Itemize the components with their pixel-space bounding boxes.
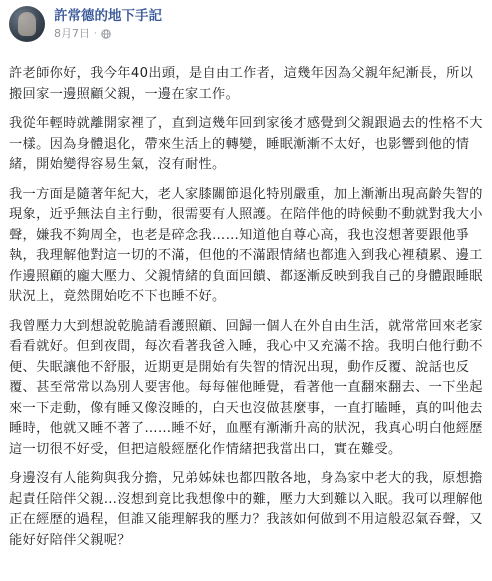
globe-icon[interactable] — [101, 29, 111, 39]
post-paragraph-1: 許老師你好，我今年40出頭，是自由工作者，這幾年因為父親年紀漸長，所以搬回家一邊照顧父親，一邊在家工作。 — [9, 66, 474, 102]
post-paragraph-3: 我一方面是隨著年紀大，老人家膝關節退化特別嚴重，加上漸漸出現高齡失智的現象，近乎無法自主行動，很需要有人照護。在陪伴他的時候動不動就對我大小聲，嫌我不夠周全，也老是碎念我……知道他自尊心高，我也沒想著要跟他爭執，我理解他對這一切的不滿，但他的不滿跟情緒也都進入到我心裡積累、邊工作邊照顧的龐大壓力、父親情緒的負面回饋、都逐漸反映到我自己的身體跟睡眠狀況上，竟然開始吃不下也睡不好。 — [9, 186, 483, 304]
post-paragraph-4: 我曾壓力大到想說乾脆請看護照顧、回歸一個人在外自由生活，就常常回來老家看看就好。但到夜間，每次看著我爸入睡，我心中又充滿不捨。我明白他行動不便、失眠讓他不舒服，近期更是開始有失智的情況出現，動作反覆、說話也反覆、甚至常常以為別人要害他。每每催他睡覺，看著他一直翻來翻去、一下坐起來一下走動，像有睡又像沒睡的，白天也沒做甚麼事，一直打瞌睡，真的叫他去睡時，他就又睡不著了……睡不好，血壓有漸漸升高的狀況，我真心明白他經歷這一切很不好受，但把這般經歷化作情緒把我當出口，實在難受。 — [9, 318, 483, 457]
post-header — [9, 6, 483, 52]
post-timestamp[interactable]: 8月7日 — [54, 27, 90, 40]
post-paragraph-5: 身邊沒有人能夠與我分擔，兄弟姊妹也都四散各地，身為家中老大的我，原想擔起責任陪伴父親…沒想到竟比我想像中的難，壓力大到難以入眠。我可以理解他正在經歷的過程，但誰又能理解我的壓力？我該如何做到不用這般忍氣吞聲，又能好好陪伴父親呢？ — [9, 471, 483, 548]
post-paragraph-2: 我從年輕時就離開家裡了，直到這幾年回到家後才感覺到父親跟過去的性格不大一樣。因為身體退化，帶來生活上的轉變，睡眠漸漸不太好，也影響到他的情緒，開始變得容易生氣，沒有耐性。 — [9, 116, 483, 172]
post-subline — [54, 27, 162, 41]
separator-dot: · — [94, 29, 97, 39]
page-name-link[interactable]: 許常德的地下手記 — [54, 8, 162, 24]
post-body — [9, 64, 483, 551]
post-meta — [54, 6, 162, 41]
page-avatar[interactable] — [9, 6, 45, 42]
